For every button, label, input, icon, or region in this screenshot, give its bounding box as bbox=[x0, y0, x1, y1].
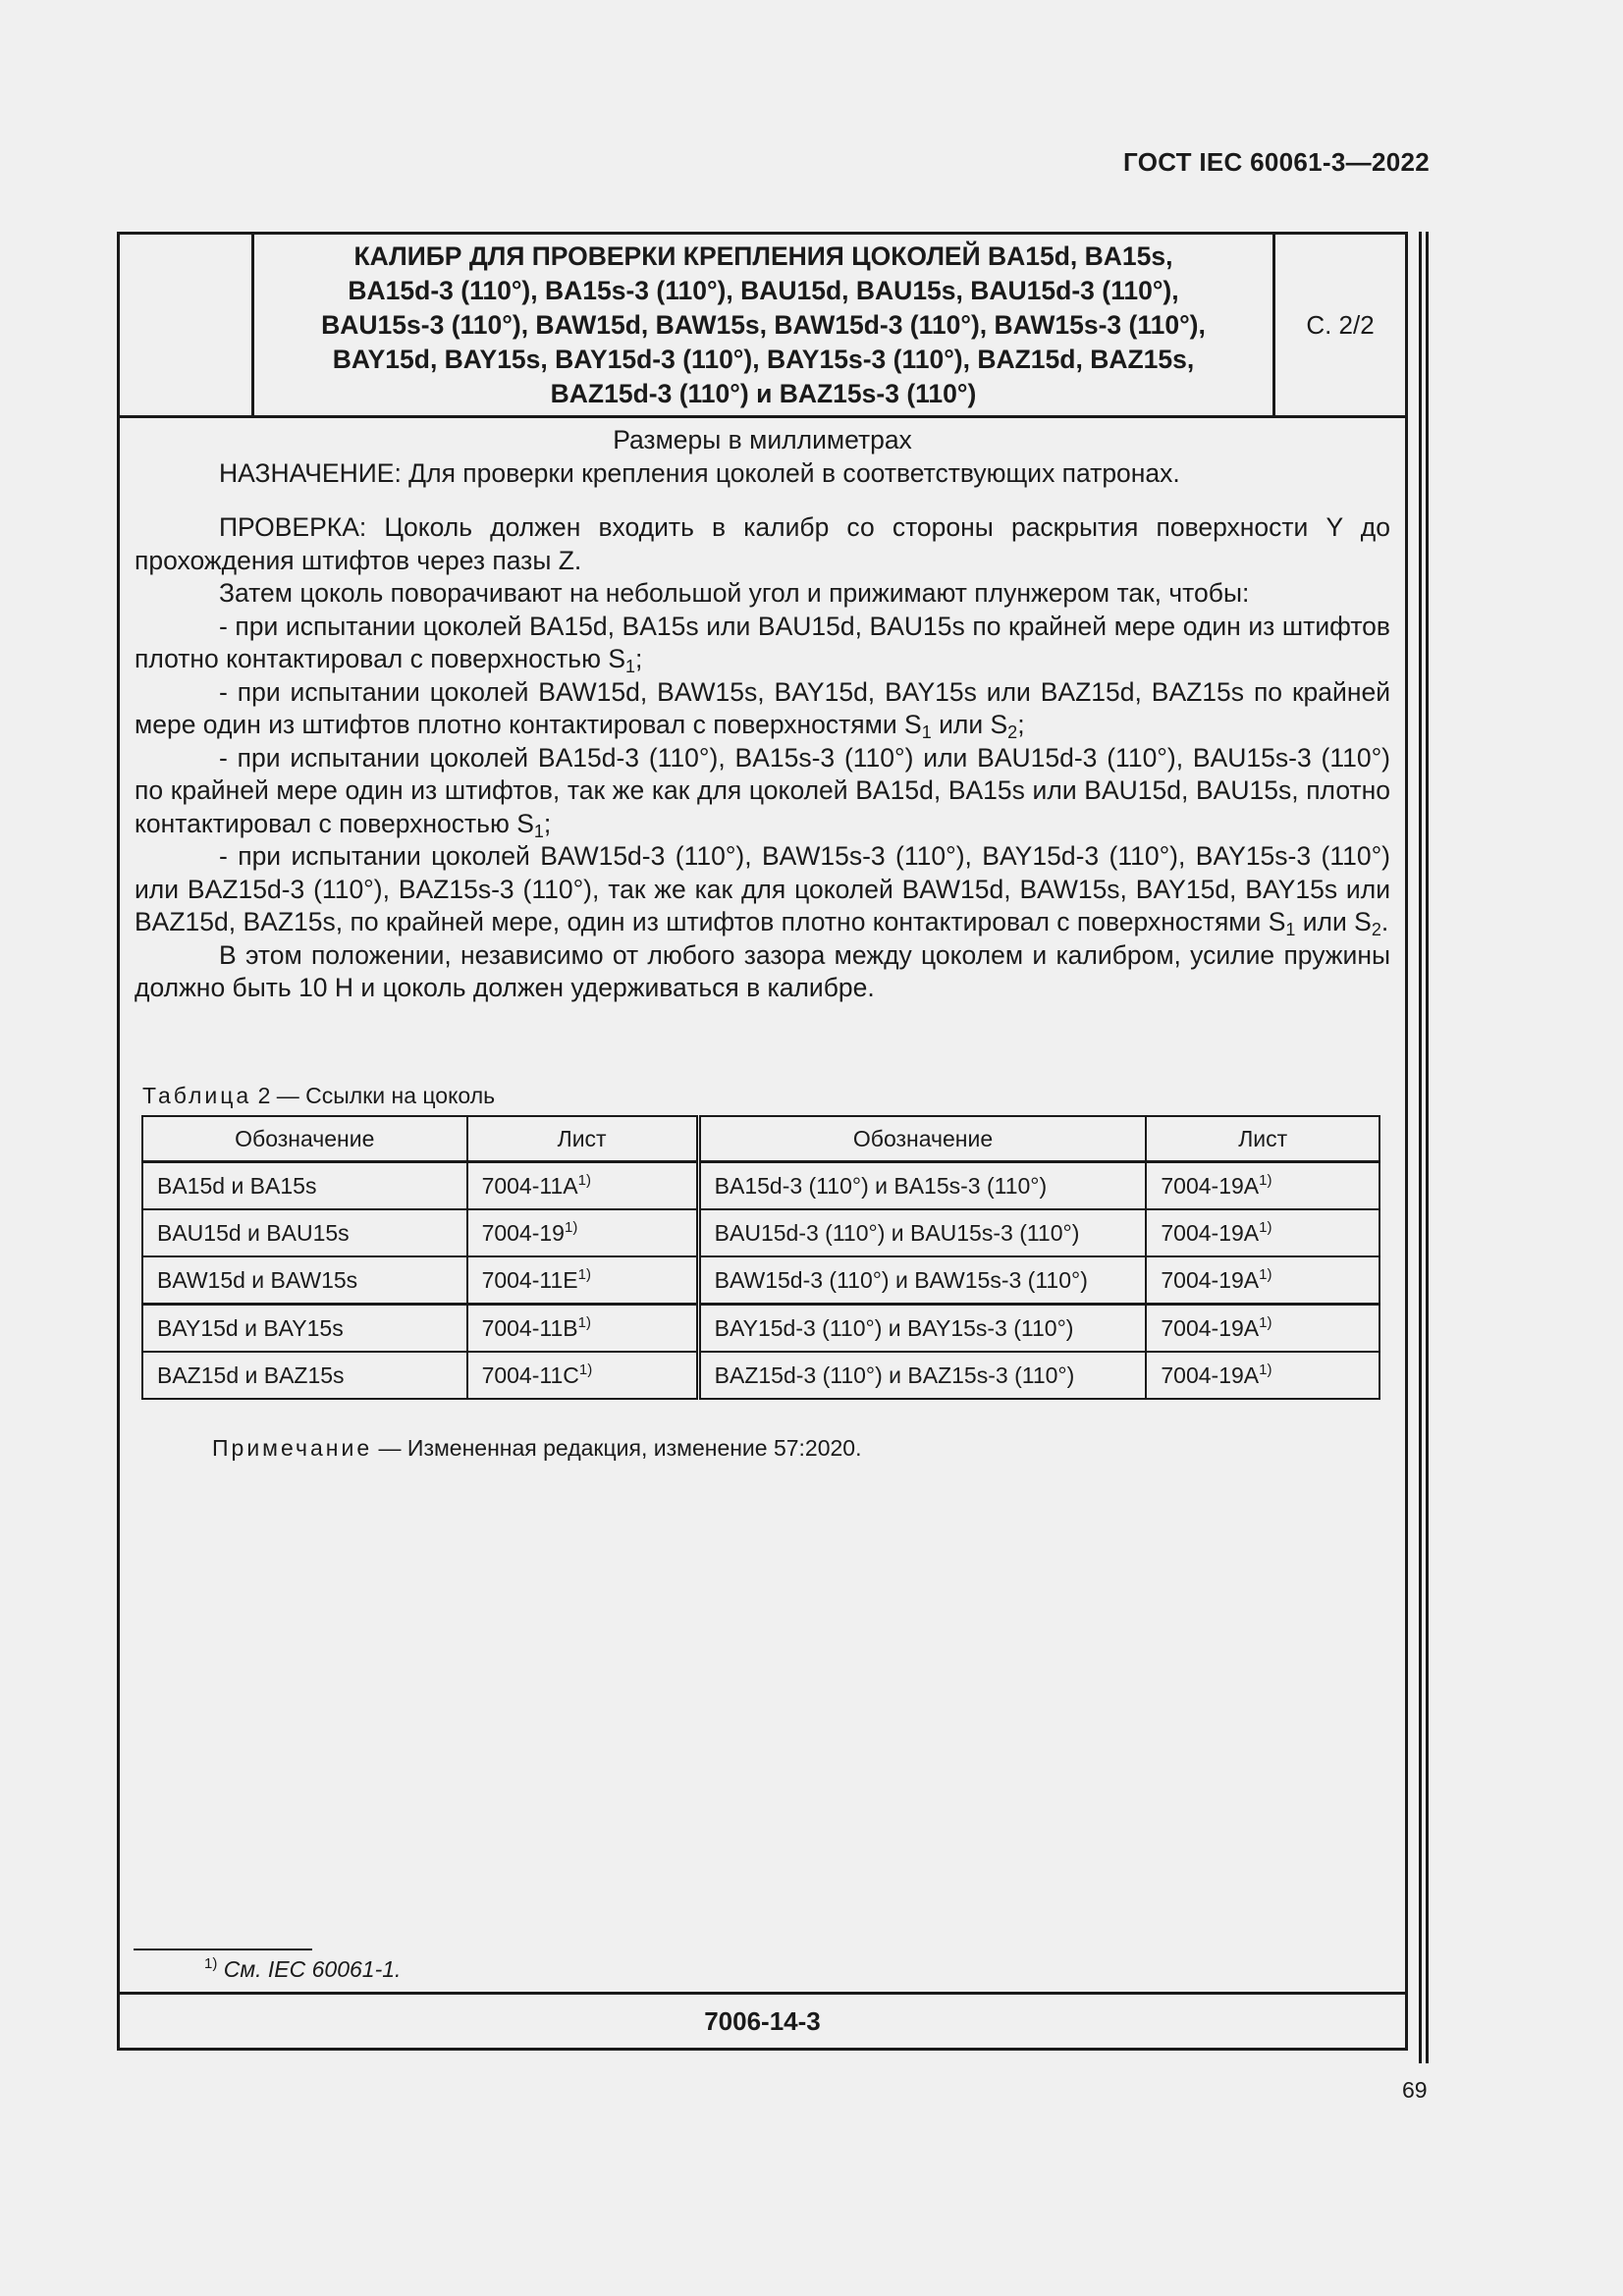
table-cell: $7004-19A^{1)}$ bbox=[1146, 1209, 1380, 1256]
condition-item-3: - при испытании цоколей BA15d-3 (110°), BA15s-3 (110°) или BAU15d-3 (110°), BAU15s-3 (110°) по крайней мере один из штифтов, так же как для цоколей BA15d, BA15s или BAU15d, BAU15s, плотно контактировал с поверхностью $S_1$; bbox=[135, 742, 1390, 841]
sheet-indicator: С. 2/2 bbox=[1306, 309, 1375, 340]
table-cell: $7004-11C^{1)}$ bbox=[467, 1352, 699, 1399]
title-line: BA15d-3 (110°), BA15s-3 (110°), BAU15d, BAU15s, BAU15d-3 (110°), bbox=[348, 275, 1179, 305]
frame-rail-1 bbox=[1419, 232, 1422, 2063]
table-cell: BAU15d и BAU15s bbox=[142, 1209, 467, 1256]
table-header-cell: Обозначение bbox=[142, 1116, 467, 1162]
final-paragraph: В этом положении, независимо от любого зазора между цоколем и калибром, усилие пружины должно быть 10 Н и цоколь должен удерживаться в калибре. bbox=[135, 939, 1390, 1002]
table-caption: Таблица 2 — Ссылки на цоколь bbox=[142, 1083, 496, 1108]
table-cell: $7004-11B^{1)}$ bbox=[467, 1305, 699, 1353]
table-cell: BAW15d-3 (110°) и BAW15s-3 (110°) bbox=[698, 1256, 1146, 1305]
units-note: Размеры в миллиметрах bbox=[613, 425, 912, 454]
check-paragraph: ПРОВЕРКА: Цоколь должен входить в калибр со стороны раскрытия поверхности Y до прохождения штифтов через пазы Z. bbox=[135, 512, 1390, 575]
frame-rail-2 bbox=[1426, 232, 1429, 2063]
title-line: BAU15s-3 (110°), BAW15d, BAW15s, BAW15d-3 (110°), BAW15s-3 (110°), bbox=[321, 309, 1206, 340]
table-cell: 7004-19$^{1)}$ bbox=[467, 1209, 699, 1256]
purpose-paragraph: НАЗНАЧЕНИЕ: Для проверки крепления цоколей в соответствующих патронах. bbox=[219, 457, 1180, 488]
table-cell: $7004-19A^{1)}$ bbox=[1146, 1352, 1380, 1399]
table-row bbox=[142, 1305, 1380, 1353]
drawing-frame bbox=[117, 232, 1408, 2051]
table-header-cell: Обозначение bbox=[698, 1116, 1146, 1162]
table-header-row bbox=[142, 1116, 1380, 1162]
table-cell: $7004-11E^{1)}$ bbox=[467, 1256, 699, 1305]
title-block-empty-cell bbox=[120, 235, 254, 415]
table-row bbox=[142, 1256, 1380, 1305]
table-cell: $7004-11A^{1)}$ bbox=[467, 1162, 699, 1210]
table-cell: BAZ15d и BAZ15s bbox=[142, 1352, 467, 1399]
table-cell: $7004-19A^{1)}$ bbox=[1146, 1162, 1380, 1210]
table-cell: BAW15d и BAW15s bbox=[142, 1256, 467, 1305]
table-cell: $7004-19A^{1)}$ bbox=[1146, 1305, 1380, 1353]
footnote-separator bbox=[134, 1949, 312, 1950]
body-text bbox=[135, 424, 1390, 1005]
table-row bbox=[142, 1352, 1380, 1399]
table-cell: BAY15d-3 (110°) и BAY15s-3 (110°) bbox=[698, 1305, 1146, 1353]
table-cell: BA15d-3 (110°) и BA15s-3 (110°) bbox=[698, 1162, 1146, 1210]
table-cell: BAY15d и BAY15s bbox=[142, 1305, 467, 1353]
table-header-cell: Лист bbox=[1146, 1116, 1380, 1162]
condition-item-4: - при испытании цоколей BAW15d-3 (110°), BAW15s-3 (110°), BAY15d-3 (110°), BAY15s-3 (110°) или BAZ15d-3 (110°), BAZ15s-3 (110°), так же как для цоколей BAW15d, BAW15s, BAY15d, BAY15s или BAZ15d, BAZ15s, по крайней мере, один из штифтов плотно контактировал с поверхностями $S_1$ или $S_2$. bbox=[135, 841, 1390, 939]
table-header-cell: Лист bbox=[467, 1116, 699, 1162]
title-block bbox=[120, 235, 1405, 418]
base-reference-table bbox=[141, 1115, 1380, 1400]
condition-item-1: - при испытании цоколей BA15d, BA15s или BAU15d, BAU15s по крайней мере один из штифтов плотно контактировал с поверхностью $S_1$; bbox=[135, 611, 1390, 676]
page-number: 69 bbox=[1402, 2077, 1428, 2103]
table-cell: BAU15d-3 (110°) и BAU15s-3 (110°) bbox=[698, 1209, 1146, 1256]
standard-code: ГОСТ IEC 60061-3—2022 bbox=[1123, 147, 1430, 177]
title-text bbox=[254, 235, 1275, 415]
table-cell: BAZ15d-3 (110°) и BAZ15s-3 (110°) bbox=[698, 1352, 1146, 1399]
table-cell: $7004-19A^{1)}$ bbox=[1146, 1256, 1380, 1305]
table-cell: BA15d и BA15s bbox=[142, 1162, 467, 1210]
table-row bbox=[142, 1162, 1380, 1210]
condition-item-2: - при испытании цоколей BAW15d, BAW15s, BAY15d, BAY15s или BAZ15d, BAZ15s по крайней мере один из штифтов плотно контактировал с поверхностями $S_1$ или $S_2$; bbox=[135, 676, 1390, 742]
title-line: КАЛИБР ДЛЯ ПРОВЕРКИ КРЕПЛЕНИЯ ЦОКОЛЕЙ BA15d, BA15s, bbox=[353, 240, 1173, 271]
table-row bbox=[142, 1209, 1380, 1256]
title-line: BAZ15d-3 (110°) и BAZ15s-3 (110°) bbox=[550, 378, 977, 408]
table-note: Примечание — Измененная редакция, изменение 57:2020. bbox=[212, 1435, 862, 1461]
footnote: $^{1)}$ См. IEC 60061-1. bbox=[204, 1955, 402, 1982]
sheet-number: 7006-14-3 bbox=[120, 1992, 1405, 2048]
then-paragraph: Затем цоколь поворачивают на небольшой угол и прижимают плунжером так, чтобы: bbox=[219, 578, 1250, 608]
title-line: BAY15d, BAY15s, BAY15d-3 (110°), BAY15s-3 (110°), BAZ15d, BAZ15s, bbox=[332, 344, 1195, 374]
